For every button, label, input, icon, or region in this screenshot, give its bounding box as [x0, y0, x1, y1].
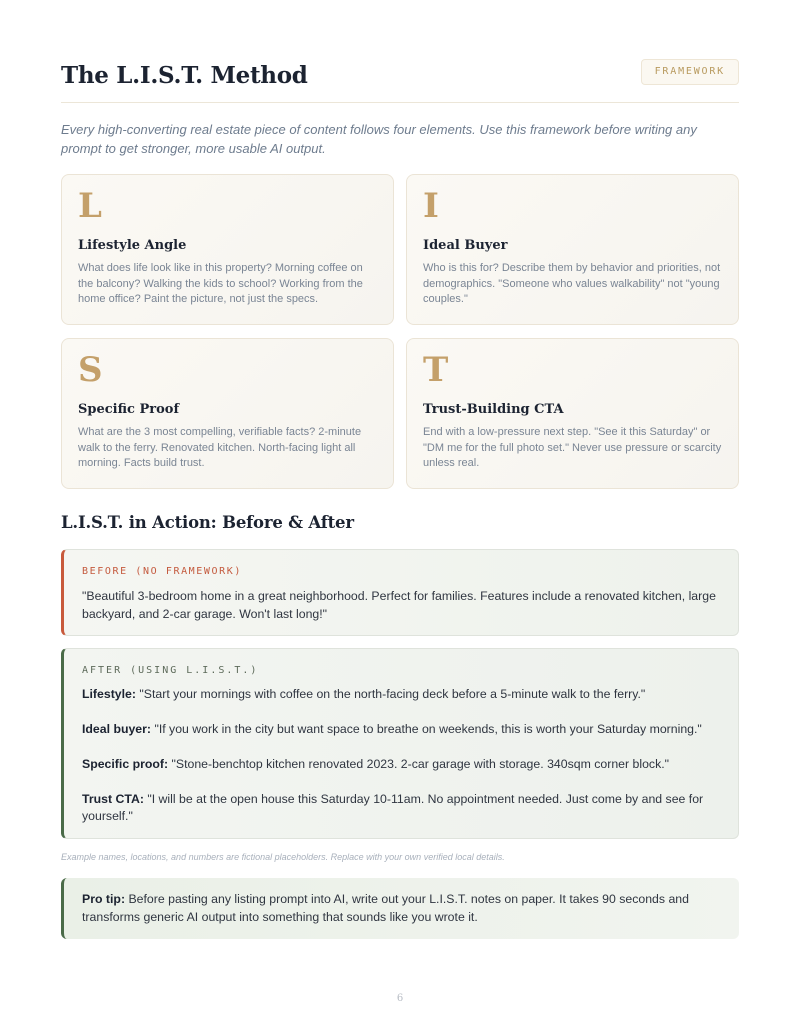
card-letter: I [423, 186, 439, 226]
section-title: L.I.S.T. in Action: Before & After [61, 513, 354, 532]
card-title: Ideal Buyer [423, 238, 508, 253]
framework-card-l [61, 174, 394, 325]
card-letter: T [423, 350, 449, 390]
line-label: Ideal buyer: [82, 722, 152, 736]
after-line-specific-proof [82, 756, 722, 773]
page-number: 6 [396, 993, 404, 1004]
line-text: "I will be at the open house this Saturday 10-11am. No appointment needed. Just come by and see for yourself." [82, 792, 704, 823]
line-label: Specific proof: [82, 757, 169, 771]
before-label: BEFORE (NO FRAMEWORK) [82, 566, 243, 577]
after-line-ideal-buyer [82, 721, 722, 738]
after-line-trust-cta [82, 791, 722, 825]
card-description: What are the 3 most compelling, verifiable facts? 2-minute walk to the ferry. Renovated kitchen. North-facing light all morning. Facts build trust. [78, 426, 362, 470]
card-description: Who is this for? Describe them by behavior and priorities, not demographics. "Someone who values walkability" not "young couples." [423, 262, 721, 306]
pro-tip-box [61, 878, 739, 939]
card-description: End with a low-pressure next step. "See it this Saturday" or "DM me for the full photo set." Never use pressure or scarcity unless real. [423, 426, 722, 470]
disclaimer-note: Example names, locations, and numbers are fictional placeholders. Replace with your own verified local details. [61, 852, 505, 862]
after-label: AFTER (USING L.I.S.T.) [82, 665, 259, 676]
after-example-box [61, 648, 739, 839]
line-text: "Start your mornings with coffee on the north-facing deck before a 5-minute walk to the ferry." [136, 687, 646, 701]
before-text: "Beautiful 3-bedroom home in a great neighborhood. Perfect for families. Features include a renovated kitchen, large backyard, and 2-car garage. Won't last long!" [82, 589, 716, 621]
line-label: Trust CTA: [82, 792, 144, 806]
pro-tip-label: Pro tip: [82, 892, 126, 906]
card-title: Lifestyle Angle [78, 238, 187, 253]
pro-tip-text [82, 890, 722, 926]
before-example-box [61, 549, 739, 636]
card-description: What does life look like in this property? Morning coffee on the balcony? Walking the kids to school? Working from the home office? Paint the picture, not just the specs. [78, 262, 363, 306]
card-title: Trust-Building CTA [423, 402, 564, 417]
card-title: Specific Proof [78, 402, 180, 417]
line-label: Lifestyle: [82, 687, 136, 701]
pro-tip-body: Before pasting any listing prompt into AI, write out your L.I.S.T. notes on paper. It takes 90 seconds and transforms generic AI output into something that sounds like you wrote it. [82, 892, 689, 924]
framework-card-i [406, 174, 739, 325]
line-text: "If you work in the city but want space to breathe on weekends, this is worth your Saturday morning." [151, 722, 702, 736]
after-line-lifestyle [82, 686, 722, 703]
section-badge: FRAMEWORK [641, 59, 739, 85]
line-text: "Stone-benchtop kitchen renovated 2023. 2-car garage with storage. 340sqm corner block." [168, 757, 669, 771]
page-title: The L.I.S.T. Method [61, 62, 308, 89]
card-letter: L [78, 186, 102, 226]
framework-card-t [406, 338, 739, 489]
card-letter: S [78, 350, 103, 390]
intro-text: Every high-converting real estate piece of content follows four elements. Use this framework before writing any prompt to get stronger, more usable AI output. [61, 122, 697, 156]
framework-card-s [61, 338, 394, 489]
page-header [61, 58, 739, 90]
header-divider [61, 102, 739, 103]
